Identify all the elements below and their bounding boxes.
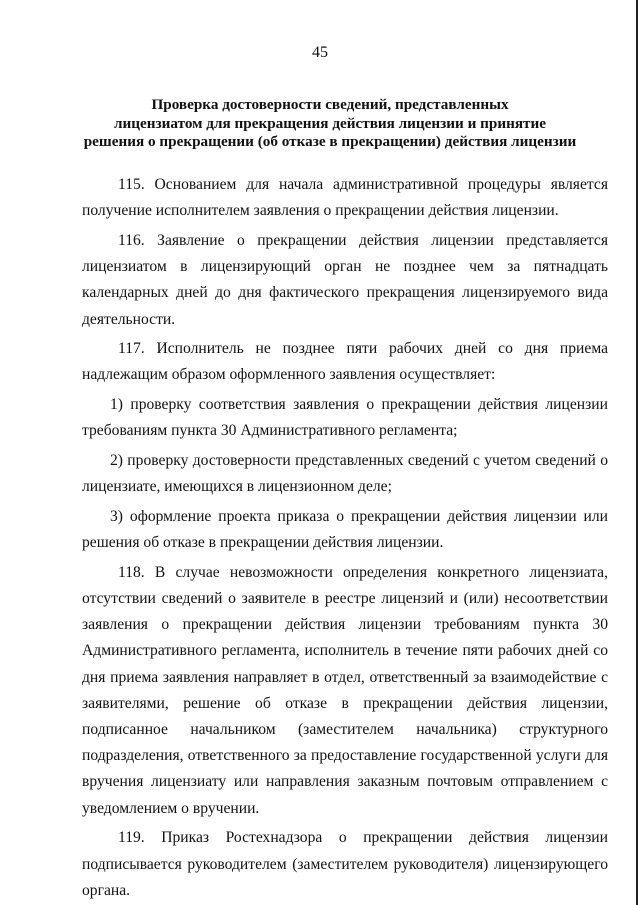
heading-line: лицензиатом для прекращения действия лицензии и принятие [114, 114, 546, 132]
paragraph-118: 118. В случае невозможности определения конкретного лицензиата, отсутствии сведений о заявителе в реестре лицензий и (или) несоответствии заявления о прекращении действия лицензии требованиям пункта 30 Административного регламента, исполнитель в течение пяти рабочих дней со дня приема заявления направляет в отдел, ответственный за взаимодействие с заявителями, решение об отказе в прекращении действия лицензии, подписанное начальником (заместителем начальника) структурного подразделения, ответственного за предоставление государственной услуги для вручения лицензиату или направления заказным почтовым отправлением с уведомлением о вручении. [82, 563, 608, 817]
list-item-2: 2) проверку достоверности представленных сведений с учетом сведений о лицензиате, имеющихся в лицензионном деле; [82, 452, 608, 496]
paragraph-119: 119. Приказ Ростехнадзора о прекращении действия лицензии подписывается руководителем (заместителем руководителя) лицензирующего органа. [82, 829, 608, 899]
document-body [82, 172, 608, 904]
page-number: 45 [312, 44, 328, 61]
paragraph-116: 116. Заявление о прекращении действия лицензии представляется лицензиатом в лицензирующий орган не позднее чем за пятнадцать календарных дней до дня фактического прекращения лицензируемого вида деятельности. [82, 231, 608, 328]
section-heading [70, 96, 590, 152]
scan-edge [636, 0, 638, 905]
heading-line: решения о прекращении (об отказе в прекращении) действия лицензии [83, 133, 577, 150]
list-item-1: 1) проверку соответствия заявления о прекращении действия лицензии требованиям пункта 30 Административного регламента; [82, 396, 608, 440]
paragraph-115: 115. Основанием для начала административной процедуры является получение исполнителем заявления о прекращении действия лицензии. [82, 176, 608, 220]
paragraph-117: 117. Исполнитель не позднее пяти рабочих дней со дня приема надлежащим образом оформленного заявления осуществляет: [82, 340, 608, 384]
heading-line: Проверка достоверности сведений, представленных [151, 96, 509, 113]
list-item-3: 3) оформление проекта приказа о прекращении действия лицензии или решения об отказе в прекращении действия лицензии. [82, 507, 608, 552]
